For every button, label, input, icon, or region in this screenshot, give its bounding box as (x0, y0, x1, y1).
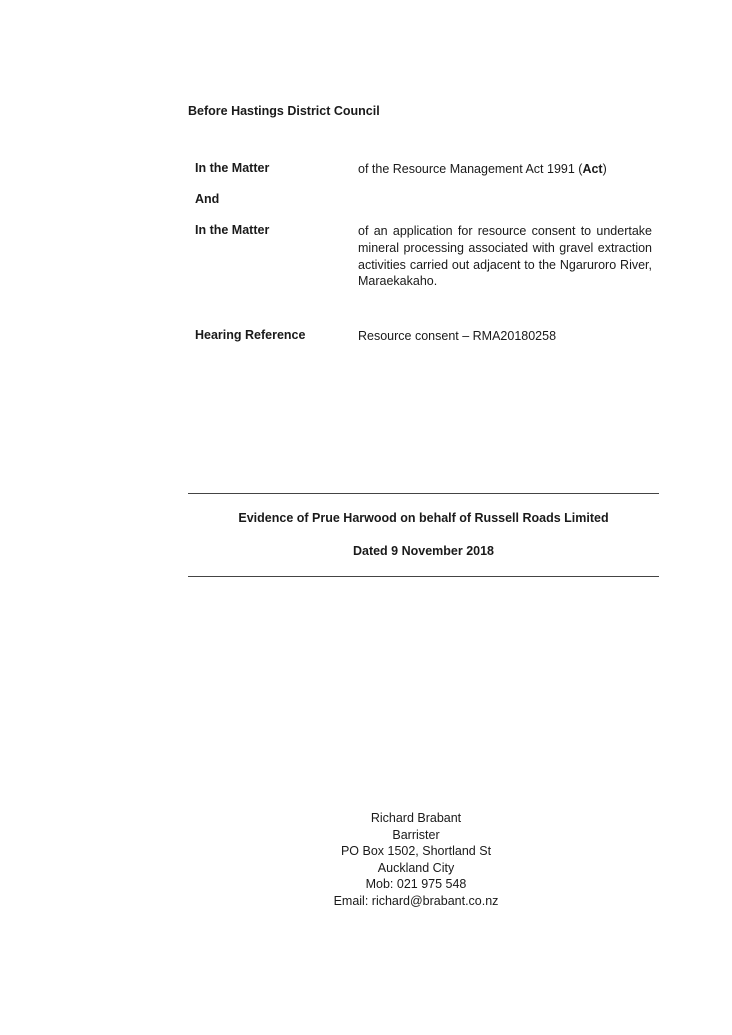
evidence-title: Evidence of Prue Harwood on behalf of Russell Roads Limited (238, 511, 609, 525)
counsel-mobile: Mob: 021 975 548 (365, 877, 467, 892)
hearing-reference-label: Hearing Reference (195, 328, 306, 342)
counsel-address-block (266, 810, 566, 910)
and-label: And (195, 192, 220, 206)
court-heading: Before Hastings District Council (188, 104, 380, 118)
matter-value-defined-term: Act (582, 162, 603, 176)
matter-value-prefix: of the Resource Management Act 1991 ( (358, 162, 583, 176)
matter-value (358, 161, 652, 178)
top-divider (188, 493, 659, 494)
counsel-email: Email: richard@brabant.co.nz (333, 893, 499, 908)
matter-value-suffix: ) (602, 162, 607, 176)
counsel-po-box: PO Box 1502, Shortland St (340, 844, 492, 859)
dated-line: Dated 9 November 2018 (352, 544, 495, 558)
counsel-city: Auckland City (377, 860, 455, 875)
matter-value: of an application for resource consent to undertake mineral processing associated with gravel extraction activities carried out adjacent to the Ngaruroro River, Maraekakaho. (358, 224, 652, 289)
matter-label: In the Matter (195, 161, 270, 175)
counsel-role: Barrister (392, 827, 440, 842)
hearing-reference-value: Resource consent – RMA20180258 (358, 329, 557, 343)
matter-label: In the Matter (195, 223, 270, 237)
counsel-name: Richard Brabant (370, 811, 462, 825)
bottom-divider (188, 576, 659, 577)
